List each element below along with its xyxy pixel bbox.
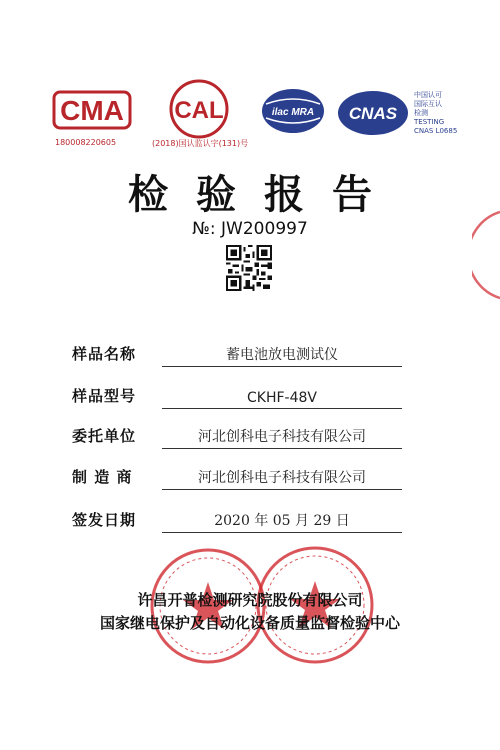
cnas-line: 检测 [414,109,428,117]
cal-caption: (2018)国认监认字(131)号 [152,139,249,148]
side-seal-fragment [472,210,500,304]
cma-number: 180008220605 [55,138,117,147]
report-number: №: JW200997 [192,219,308,239]
field-underline [162,366,402,367]
cnas-line: CNAS L0685 [414,127,458,135]
field-issue-date [72,507,402,533]
field-value: 河北创科电子科技有限公司 [198,470,366,486]
cnas-caption [414,91,494,136]
qr-code [226,245,272,295]
issuer-name: 许昌开普检测研究院股份有限公司 [137,591,363,609]
field-underline [162,489,402,490]
field-label: 样品名称 [72,345,137,363]
field-value: 河北创科电子科技有限公司 [198,429,366,445]
field-label: 样品型号 [72,387,137,405]
cnas-line: 国际互认 [414,100,442,108]
issuer-center: 国家继电保护及自动化设备质量监督检验中心 [99,614,400,632]
cnas-logo-text: CNAS [348,104,398,123]
field-manufacturer [72,464,402,490]
field-sample-model [72,383,402,409]
field-client [72,423,402,449]
field-underline [162,408,402,409]
cnas-logo [336,88,410,138]
cnas-line: 中国认可 [414,91,442,99]
field-sample-name [72,341,402,367]
field-value: CKHF-48V [247,390,317,406]
cal-logo [168,78,230,140]
field-underline [162,448,402,449]
ilac-logo-text: ilac MRA [271,107,315,118]
field-label: 委托单位 [72,427,137,445]
field-label: 签发日期 [72,511,137,529]
cma-logo [52,88,132,132]
document-title: 检验报告 [128,171,400,218]
cnas-line: TESTING [414,118,445,126]
ilac-logo [260,86,326,136]
field-value: 2020 年 05 月 29 日 [214,513,350,529]
cma-logo-text: CMA [60,95,124,126]
field-value: 蓄电池放电测试仪 [226,347,338,363]
field-underline [162,532,402,533]
cal-logo-text: CAL [174,97,224,124]
field-label: 制 造 商 [72,468,133,486]
